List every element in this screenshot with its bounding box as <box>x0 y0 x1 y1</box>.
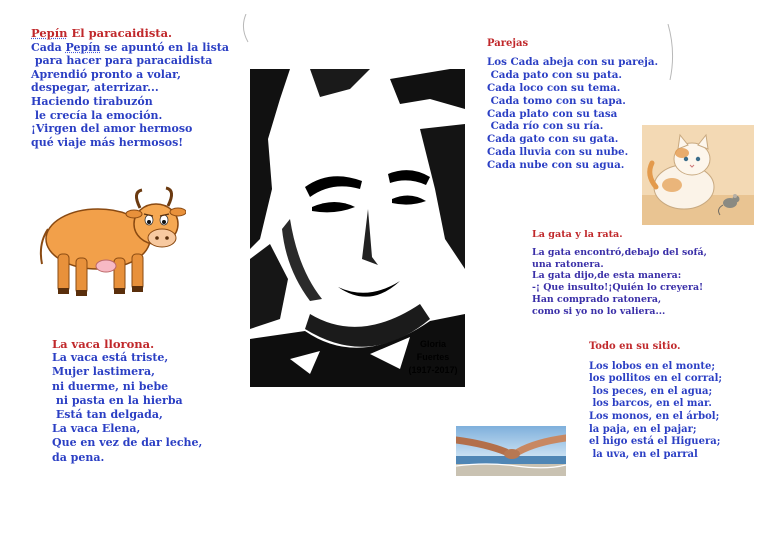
poem-line: ni pasta en la hierba <box>52 393 183 407</box>
poem-sitio <box>589 341 722 461</box>
decorative-curl <box>238 14 252 44</box>
poem-line: La vaca está triste, <box>52 351 169 365</box>
poem-line: Está tan delgada, <box>52 408 163 422</box>
poem-line: ni duerme, ni bebe <box>52 379 169 393</box>
poem-line: La vaca Elena, <box>52 422 141 436</box>
poem-line: Aprendió pronto a volar, <box>31 67 181 81</box>
poem-line: el higo está el Higuera; <box>589 436 721 448</box>
poem-line: la paja, en el pajar; <box>589 423 697 435</box>
poem-vaca <box>52 337 202 465</box>
poem-pepin <box>31 27 229 149</box>
poem-line: Los lobos en el monte; <box>589 360 716 372</box>
poem-line: la uva, en el parral <box>589 448 698 460</box>
poem-line: La gata dijo,de esta manera: <box>532 270 682 282</box>
poem-line: Cada tomo con su tapa. <box>487 94 626 107</box>
poem-title-parejas: Parejas <box>487 38 529 49</box>
cat-and-mouse-illustration <box>642 125 754 225</box>
poem-line: -¡ Que insulto!¡Quién lo creyera! <box>532 282 704 294</box>
cartoon-cow <box>36 184 186 304</box>
caption-line: Fuertes <box>416 352 450 362</box>
poem-title-vaca: La vaca llorona. <box>52 337 155 351</box>
poem-line: Cada pato con su pata. <box>487 68 622 81</box>
poem-line: Los monos, en el árbol; <box>589 410 720 422</box>
hands-drawing <box>456 426 566 476</box>
poem-line: La gata encontró,debajo del sofá, <box>532 246 707 258</box>
poem-line: Que en vez de dar leche, <box>52 436 203 450</box>
poem-line: qué viaje más hermosos! <box>31 135 184 149</box>
poem-line: Han comprado ratonera, <box>532 293 662 305</box>
decorative-curl <box>664 24 678 80</box>
poem-line: da pena. <box>52 450 105 464</box>
poem-line: Cada lluvia con su nube. <box>487 146 629 159</box>
holding-hands-beach-photo <box>456 426 566 476</box>
poem-line: Cada gato con su gata. <box>487 133 619 146</box>
poem-line: para hacer para paracaidista <box>31 54 213 68</box>
poem-line: despegar, aterrizar... <box>31 81 159 95</box>
poem-line: le crecía la emoción. <box>31 108 163 122</box>
caption-line: Gloria <box>419 339 446 349</box>
poem-title-gata: La gata y la rata. <box>532 229 623 240</box>
poem-parejas <box>487 38 658 172</box>
poem-line: los pollitos en el corral; <box>589 373 723 385</box>
poem-line: los barcos, en el mar. <box>589 398 712 410</box>
cow-drawing <box>36 184 186 304</box>
poem-line: Cada loco con su tema. <box>487 81 621 94</box>
caption-line: (1917-2017) <box>408 365 458 375</box>
poem-line: los peces, en el agua; <box>589 385 713 397</box>
poem-line: Cada nube con su agua. <box>487 159 625 172</box>
poem-title-pepin: Pepín El paracaidista. <box>31 26 173 40</box>
poem-title-sitio: Todo en su sitio. <box>589 341 681 352</box>
poem-line: Mujer lastimera, <box>52 365 155 379</box>
poem-line: Cada Pepín se apuntó en la lista <box>31 40 230 54</box>
poem-line: Haciendo tirabuzón <box>31 94 153 108</box>
poem-line: una ratonera. <box>532 258 604 270</box>
portrait-caption <box>398 338 468 377</box>
cat-drawing <box>642 125 754 225</box>
poem-line: como si yo no lo valiera... <box>532 305 666 317</box>
poem-line: Los Cada abeja con su pareja. <box>487 55 659 68</box>
poem-gata <box>532 229 707 318</box>
poem-line: Cada río con su ría. <box>487 120 604 133</box>
poem-line: ¡Virgen del amor hermoso <box>31 122 193 136</box>
poem-line: Cada plato con su tasa <box>487 107 618 120</box>
